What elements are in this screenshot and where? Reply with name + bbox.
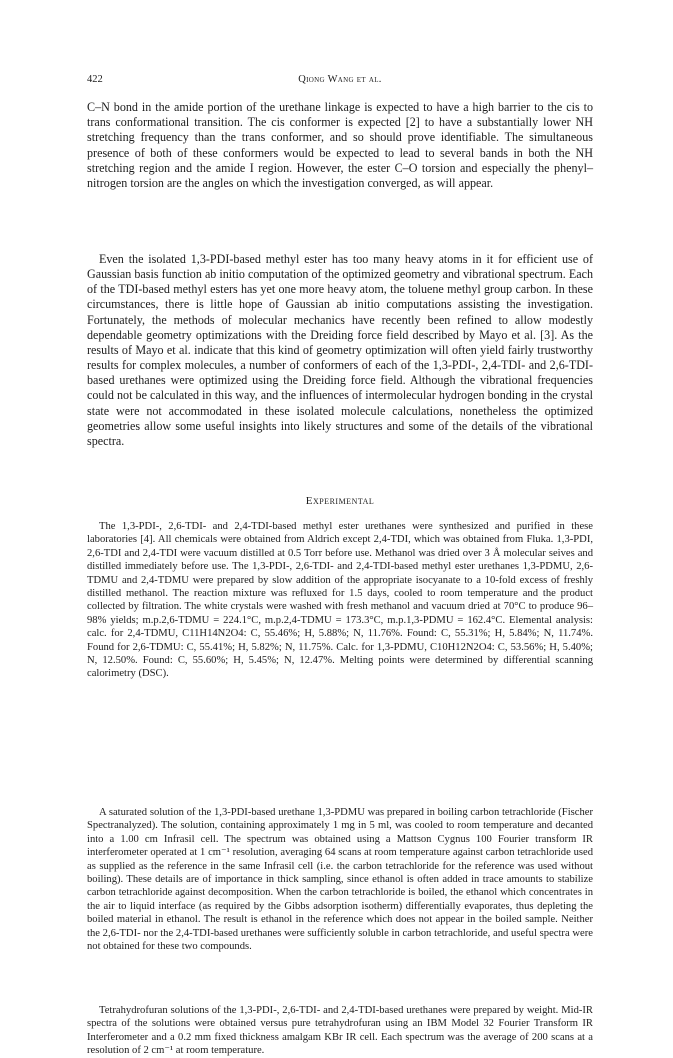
intro-paragraph-1-text: C–N bond in the amide portion of the urethane linkage is expected to have a high barrier to the cis to trans conformational transition. The cis conformer is expected [2] to have a substantially lower NH stretching frequency than the trans conformer, and so should prove identifiable. The simultaneous presence of both of these conformers would be expected to lead to several bands in both the NH stretching region and the amide I region. However, the ester C–O torsion and especially the phenyl–nitrogen torsion are the angles on which the investigation converged, as will appear. xyxy=(87,100,593,191)
running-title: Qiong Wang et al. xyxy=(298,74,382,85)
intro-paragraph-2-text: Even the isolated 1,3-PDI-based methyl ester has too many heavy atoms in it for efficient use of Gaussian basis function ab initio computation of the optimized geometry and vibrational spectrum. Each of the TDI-based methyl esters has yet one more heavy atom, the toluene methyl group carbon. In these circumstances, there is little hope of Gaussian ab initio computations assisting the investigation. Fortunately, the methods of molecular mechanics have recently been refined to allow modestly dependable geometry optimizations with the Dreiding force field described by Mayo et al. [3]. As the results of Mayo et al. indicate that this kind of geometry optimization will often yield fairly trustworthy results for complex molecules, a number of conformers of each of the 1,3-PDI-, 2,4-TDI- and 2,6-TDI-based urethanes were optimized using the Dreiding force field. Although the vibrational frequencies could not be calculated in this way, and the influences of intermolecular hydrogen bonding in the crystal state were not accommodated in these isolated molecule calculations, nonetheless the optimized geometries allow some useful insights into likely structures and some of the details of the vibrational spectra. xyxy=(87,252,593,448)
page-number: 422 xyxy=(87,74,103,85)
experimental-paragraph-2 xyxy=(87,806,593,953)
intro-paragraph-2 xyxy=(87,252,593,449)
page-header xyxy=(87,74,593,90)
section-heading-experimental: Experimental xyxy=(305,495,375,507)
experimental-paragraph-3 xyxy=(87,1004,593,1058)
experimental-paragraph-1 xyxy=(87,520,593,681)
experimental-paragraph-2-text: A saturated solution of the 1,3-PDI-based urethane 1,3-PDMU was prepared in boiling carbon tetrachloride (Fischer Spectranalyzed). The solution, containing approximately 1 mg in 5 ml, was cooled to room temperature and decanted into a 1.00 cm Infrasil cell. The spectrum was obtained using a Mattson Cygnus 100 Fourier transform IR interferometer operated at 1 cm⁻¹ resolution, averaging 64 scans at room temperature against carbon tetrachloride used as supplied as the reference in the same Infrasil cell (i.e. the carbon tetrachloride for the reference was used without boiling). These details are of importance in thick sampling, since ethanol is often added in trace amounts to stabilize carbon tetrachloride against decomposition. When the carbon tetrachloride is boiled, the ethanol which concentrates in the air to liquid interface (as required by the Gibbs adsorption isotherm) differentially evaporates, thus depleting the boiled material in ethanol. The result is ethanol in the reference which does not appear in the boiled sample. Neither the 2,6-TDI- nor the 2,4-TDI-based urethanes were sufficiently soluble in carbon tetrachloride, and useful spectra were not obtained for these two compounds. xyxy=(87,807,593,953)
experimental-paragraph-1-text: The 1,3-PDI-, 2,6-TDI- and 2,4-TDI-based methyl ester urethanes were synthesized and purified in these laboratories [4]. All chemicals were obtained from Aldrich except 2,4-TDI, which was obtained from Fluka. 1,3-PDI, 2,6-TDI and 2,4-TDI were vacuum distilled at 0.5 Torr before use. Methanol was dried over 3 Å molecular seives and distilled immediately before use. The 1,3-PDI-, 2,6-TDI- and 2,4-TDI-based methyl ester urethanes 1,3-PDMU, 2,6-TDMU and 2,4-TDMU were prepared by slow addition of the appropriate isocyanate to a 10-fold excess of freshly distilled methanol. The reaction mixture was refluxed for 1.5 days, cooled to room temperature and the product collected by filtration. The white crystals were washed with fresh methanol and vacuum dried at 70°C to produce 96–98% yields; m.p.2,6-TDMU = 224.1°C, m.p.2,4-TDMU = 173.3°C, m.p.1,3-PDMU = 162.4°C. Elemental analysis: calc. for 2,4-TDMU, C11H14N2O4: C, 55.46%; H, 5.88%; N, 11.76%. Found: C, 55.31%; H, 5.84%; N, 11.74%. Found for 2,6-TDMU: C, 55.41%; H, 5.82%; N, 11.75%. Calc. for 1,3-PDMU, C10H12N2O4: C, 53.56%; H, 5.40%; N, 12.50%. Found: C, 55.60%; H, 5.45%; N, 12.47%. Melting points were determined by differential scanning calorimetry (DSC). xyxy=(87,521,593,680)
intro-paragraph-1 xyxy=(87,100,593,191)
experimental-paragraph-3-text: Tetrahydrofuran solutions of the 1,3-PDI-, 2,6-TDI- and 2,4-TDI-based urethanes were prepared by weight. Mid-IR spectra of the solutions were obtained versus pure tetrahydrofuran using an IBM Model 32 Fourier Transform IR Interferometer and a 0.2 mm fixed thickness amalgam KBr IR cell. Each spectrum was the average of 200 scans at a resolution of 2 cm⁻¹ at room temperature. xyxy=(87,1005,593,1057)
